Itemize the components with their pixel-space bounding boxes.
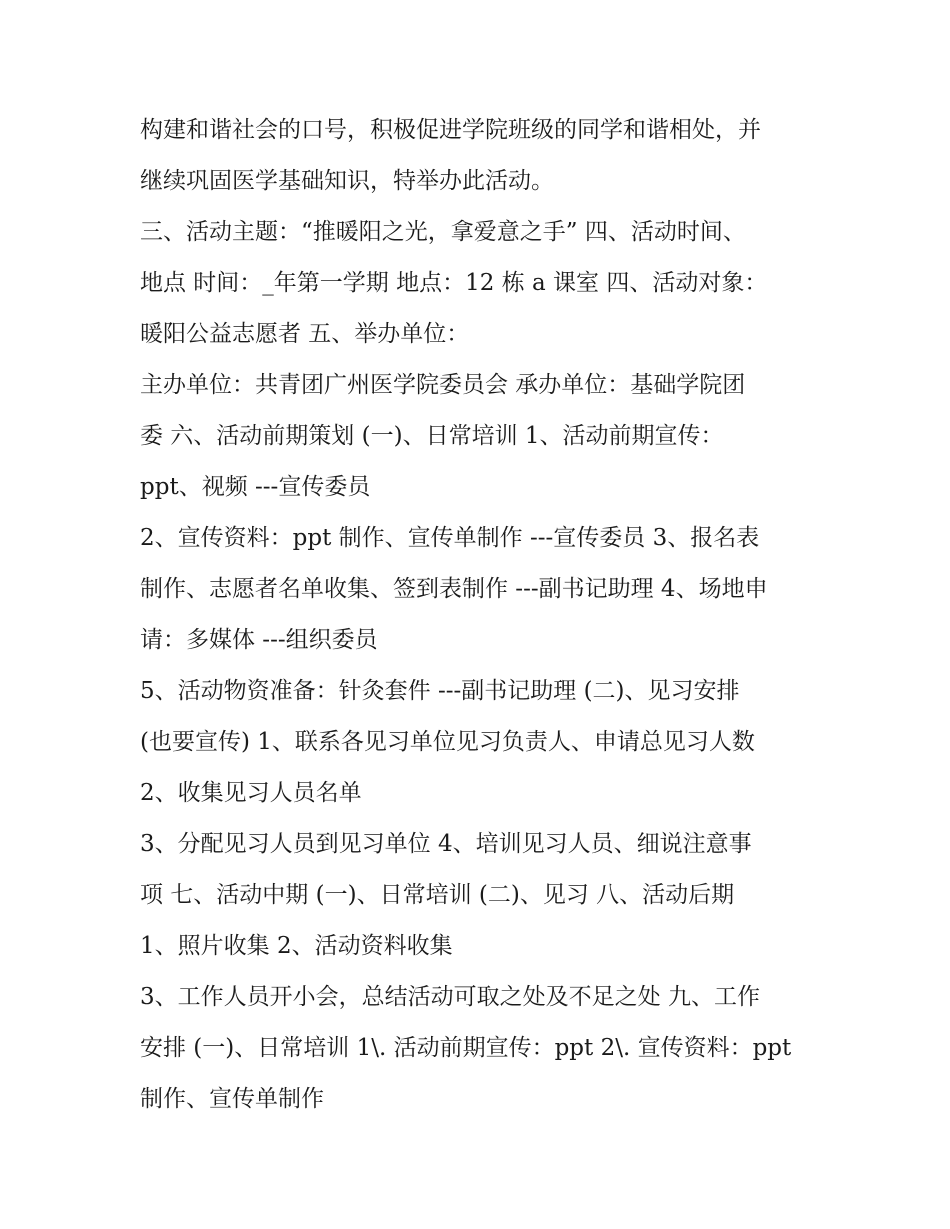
document-body bbox=[140, 105, 840, 1125]
text-line-5: 暖阳公益志愿者 五、举办单位： bbox=[140, 321, 470, 347]
text-line-1: 构建和谐社会的口号，积极促进学院班级的同学和谐相处，并 bbox=[140, 117, 761, 143]
text-line-14: 2、收集见习人员名单 bbox=[140, 780, 362, 806]
text-line-3: 三、活动主题：“推暖阳之光，拿爱意之手” 四、活动时间、 bbox=[140, 219, 746, 245]
text-line-4: 地点 时间：_年第一学期 地点：12 栋 a 课室 四、活动对象： bbox=[140, 270, 768, 296]
text-line-2: 继续巩固医学基础知识，特举办此活动。 bbox=[140, 168, 554, 194]
text-line-11: 请：多媒体 ---组织委员 bbox=[140, 627, 378, 653]
text-line-19: 安排 (一)、日常培训 1\. 活动前期宣传：ppt 2\. 宣传资料：ppt bbox=[140, 1035, 792, 1061]
text-line-8: ppt、视频 ---宣传委员 bbox=[140, 474, 371, 500]
text-line-10: 制作、志愿者名单收集、签到表制作 ---副书记助理 4、场地申 bbox=[140, 576, 768, 602]
text-line-17: 1、照片收集 2、活动资料收集 bbox=[140, 933, 453, 959]
text-line-13: (也要宣传) 1、联系各见习单位见习负责人、申请总见习人数 bbox=[140, 729, 755, 755]
text-line-18: 3、工作人员开小会，总结活动可取之处及不足之处 九、工作 bbox=[140, 984, 760, 1010]
text-line-7: 委 六、活动前期策划 (一)、日常培训 1、活动前期宣传： bbox=[140, 423, 724, 449]
text-line-6: 主办单位：共青团广州医学院委员会 承办单位：基础学院团 bbox=[140, 372, 746, 398]
text-line-15: 3、分配见习人员到见习单位 4、培训见习人员、细说注意事 bbox=[140, 831, 752, 857]
text-line-16: 项 七、活动中期 (一)、日常培训 (二)、见习 八、活动后期 bbox=[140, 882, 735, 908]
text-line-9: 2、宣传资料：ppt 制作、宣传单制作 ---宣传委员 3、报名表 bbox=[140, 525, 760, 551]
text-line-12: 5、活动物资准备：针灸套件 ---副书记助理 (二)、见习安排 bbox=[140, 678, 740, 704]
text-line-20: 制作、宣传单制作 bbox=[140, 1086, 324, 1112]
